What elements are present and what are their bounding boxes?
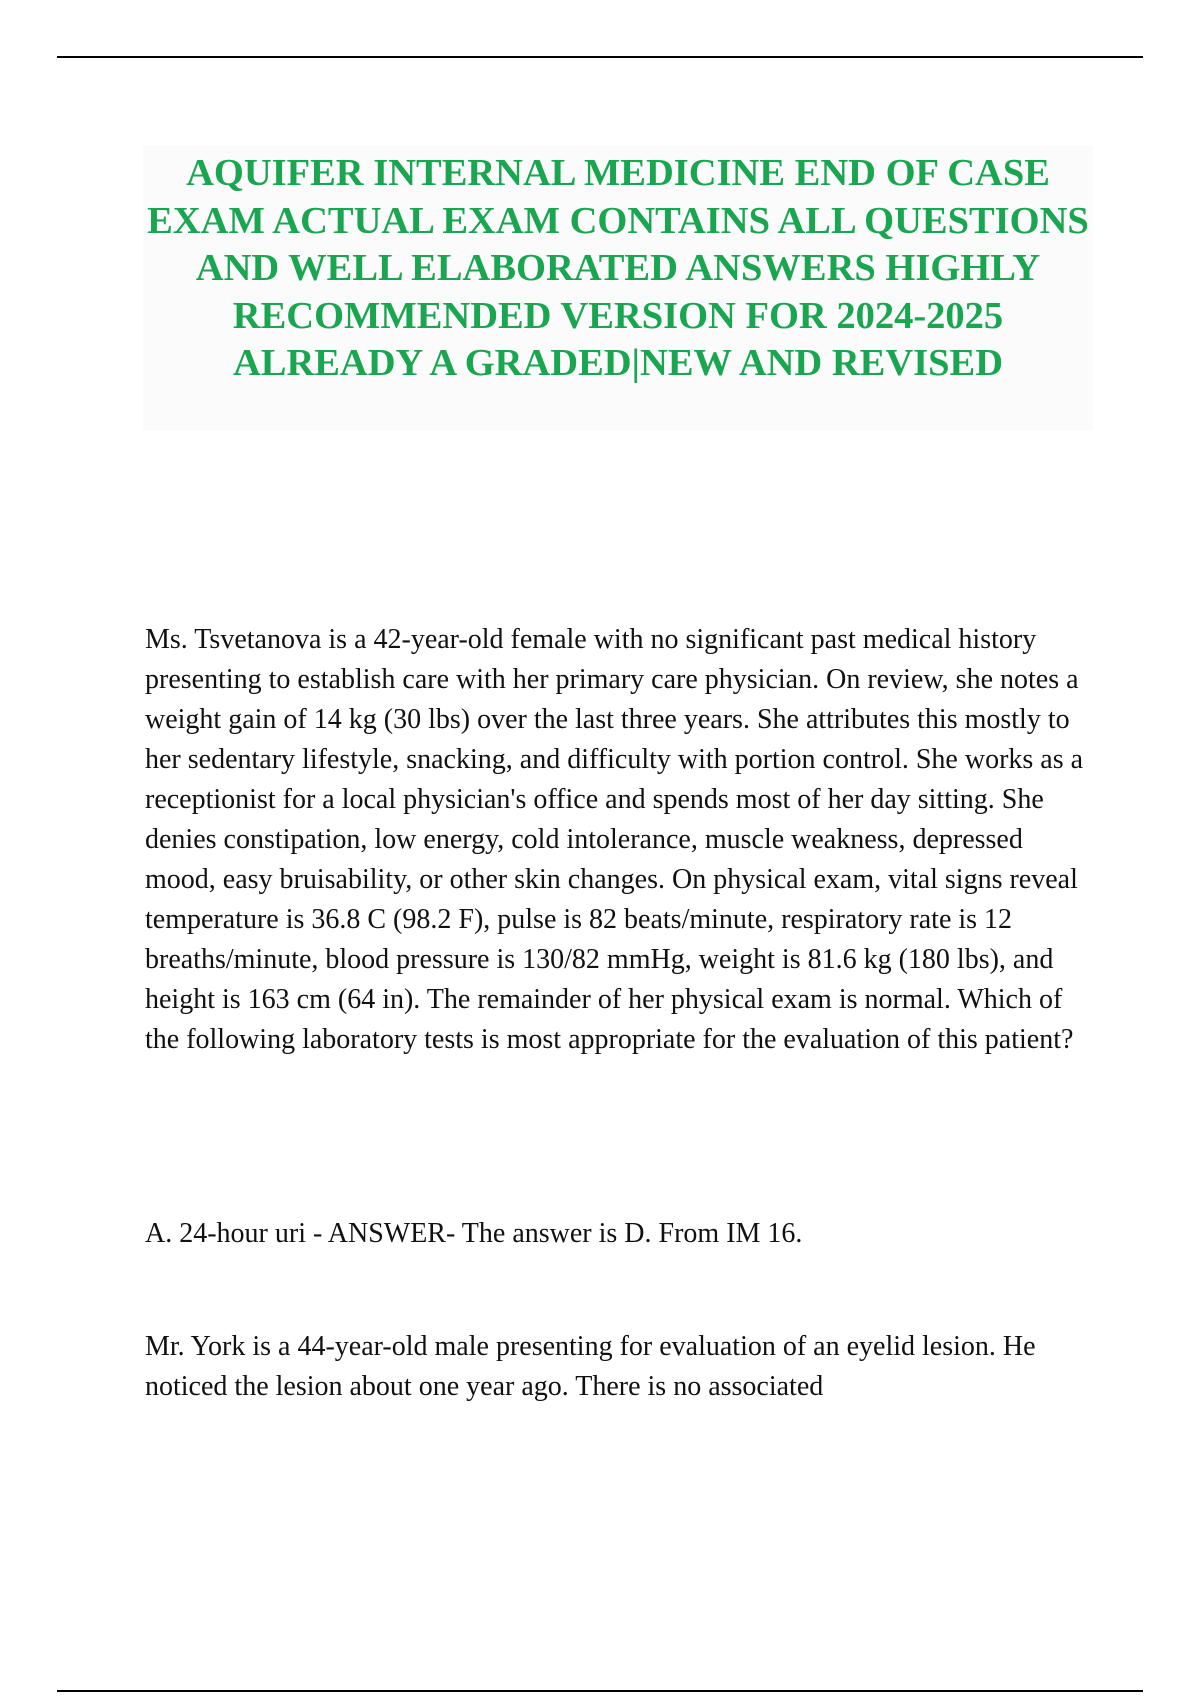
document-title: AQUIFER INTERNAL MEDICINE END OF CASE EXAM ACTUAL EXAM CONTAINS ALL QUESTIONS AND WELL ELABORATED ANSWERS HIGHLY RECOMMENDED VERSION FOR 2024-2025 ALREADY A GRADED|NEW AND REVISED [147, 152, 1089, 384]
question-1-text: Ms. Tsvetanova is a 42-year-old female with no significant past medical history presenting to establish care with her primary care physician. On review, she notes a weight gain of 14 kg (30 lbs) over the last three years. She attributes this mostly to her sedentary lifestyle, snacking, and difficulty with portion control. She works as a receptionist for a local physician's office and spends most of her day sitting. She denies constipation, low energy, cold intolerance, muscle weakness, depressed mood, easy bruisability, or other skin changes. On physical exam, vital signs reveal temperature is 36.8 C (98.2 F), pulse is 82 beats/minute, respiratory rate is 12 breaths/minute, blood pressure is 130/82 mmHg, weight is 81.6 kg (180 lbs), and height is 163 cm (64 in). The remainder of her physical exam is normal. Which of the following laboratory tests is most appropriate for the evaluation of this patient? [145, 624, 1084, 1055]
question-1-answer: A. 24-hour uri - ANSWER- The answer is D. From IM 16. [145, 1218, 803, 1249]
top-divider [57, 56, 1143, 58]
bottom-divider [57, 1690, 1143, 1692]
title-block [143, 146, 1093, 430]
question-2-text: Mr. York is a 44-year-old male presenting for evaluation of an eyelid lesion. He noticed the lesion about one year ago. There is no associated [145, 1331, 1036, 1402]
